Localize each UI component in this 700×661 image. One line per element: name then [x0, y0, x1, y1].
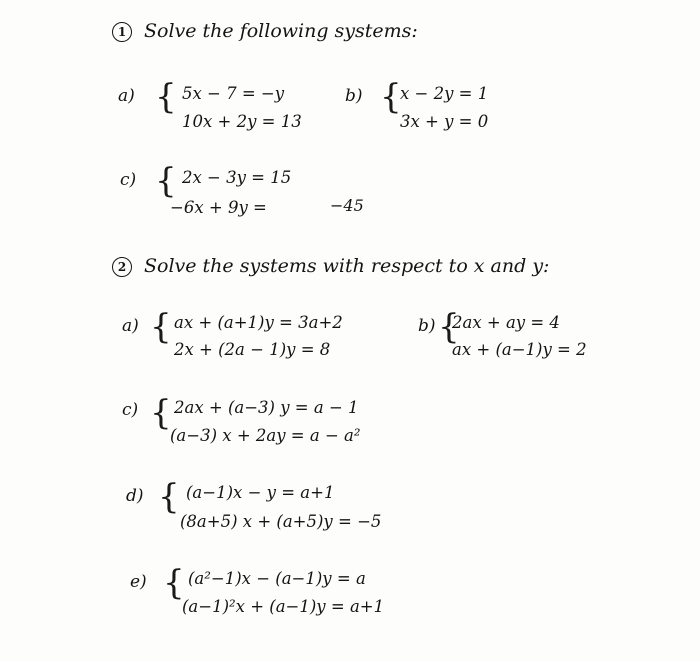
- section-1-heading: [112, 20, 418, 42]
- problem-2c-eq2: (a−3) x + 2ay = a − a²: [170, 426, 361, 445]
- problem-2c-label: c): [122, 400, 139, 420]
- problem-1c-eq2: −6x + 9y =: [170, 198, 267, 217]
- brace-1a: {: [155, 77, 177, 117]
- problem-2b-eq1: 2ax + ay = 4: [452, 313, 560, 332]
- problem-1c-eq1: 2x − 3y = 15: [182, 168, 292, 187]
- brace-2b: {: [438, 307, 460, 347]
- problem-2e-eq2: (a−1)²x + (a−1)y = a+1: [182, 597, 385, 616]
- problem-2b-label: b): [418, 316, 436, 336]
- problem-2a-eq1: ax + (a+1)y = 3a+2: [174, 313, 343, 332]
- problem-2d-eq1: (a−1)x − y = a+1: [186, 483, 335, 502]
- problem-1a-eq1: 5x − 7 = −y: [182, 84, 285, 103]
- brace-1b: {: [380, 77, 402, 117]
- problem-2d-label: d): [126, 486, 144, 506]
- problem-1b-label: b): [345, 86, 363, 106]
- problem-1b-eq2: 3x + y = 0: [400, 112, 489, 131]
- problem-1c-label: c): [120, 170, 137, 190]
- problem-1a-eq2: 10x + 2y = 13: [182, 112, 302, 131]
- brace-2c: {: [150, 393, 172, 433]
- problem-2b-eq2: ax + (a−1)y = 2: [452, 340, 587, 359]
- problem-1b-eq1: x − 2y = 1: [400, 84, 489, 103]
- section-2-title: Solve the systems with respect to x and y:: [144, 255, 550, 277]
- brace-2d: {: [158, 477, 180, 517]
- section-2-heading: [112, 255, 549, 277]
- stray-value: −45: [330, 196, 364, 215]
- problem-1a-label: a): [118, 86, 135, 106]
- section-1-title: Solve the following systems:: [144, 20, 418, 42]
- brace-1c: {: [155, 161, 177, 201]
- problem-2e-eq1: (a²−1)x − (a−1)y = a: [188, 569, 366, 588]
- problem-2d-eq2: (8a+5) x + (a+5)y = −5: [180, 512, 382, 531]
- problem-2a-eq2: 2x + (2a − 1)y = 8: [174, 340, 331, 359]
- problem-2c-eq1: 2ax + (a−3) y = a − 1: [174, 398, 359, 417]
- brace-2a: {: [150, 307, 172, 347]
- section-1-number: 1: [112, 22, 132, 42]
- section-2-number: 2: [112, 257, 132, 277]
- problem-2a-label: a): [122, 316, 139, 336]
- problem-2e-label: e): [130, 572, 147, 592]
- brace-2e: {: [163, 563, 185, 603]
